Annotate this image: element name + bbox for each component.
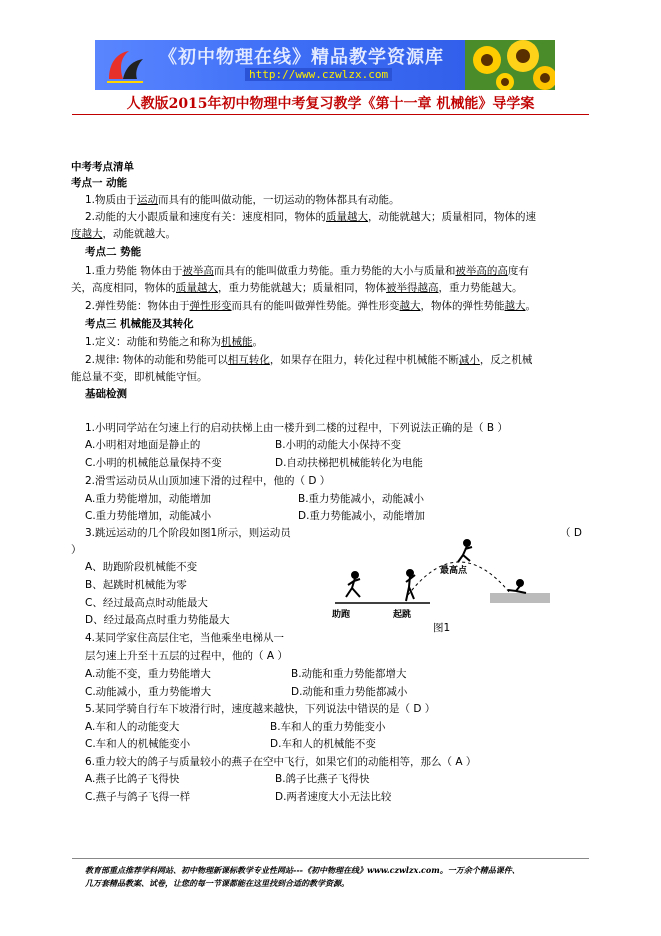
kp1-line3: 度越大，动能就越大。 [71,228,176,240]
q1-option-c: C.小明的机械能总量保持不变 [85,457,222,469]
q5-stem: 5.某同学骑自行车下坡滑行时，速度越来越快，下列说法中错误的是（ D ） [85,703,436,715]
title-divider [72,114,589,115]
q1-stem: 1.小明同学站在匀速上行的启动扶梯上由一楼升到二楼的过程中，下列说法正确的是（ B ） [85,422,508,434]
sunflower-icon [465,40,555,90]
q4-option-c: C.动能减小，重力势能增大 [85,686,212,698]
kp3-line2: 2.规律: 物体的动能和势能可以相互转化，如果存在阻力，转化过程中机械能不断减小，反之机械 [85,354,533,366]
kp3-line3: 能总量不变，即机械能守恒。 [71,371,208,383]
jumper-apex-icon [458,540,472,562]
kp3-heading: 考点三 机械能及其转化 [85,318,194,330]
q3-option-b: B、起跳时机械能为零 [85,579,187,591]
q3-option-a: A、助跑阶段机械能不变 [85,561,198,573]
q5-option-d: D.车和人的机械能不变 [270,738,376,750]
q1-option-d: D.自动扶梯把机械能转化为电能 [275,457,423,469]
q4-option-d: D.动能和重力势能都减小 [291,686,408,698]
q5-option-b: B.车和人的重力势能变小 [270,721,386,733]
section-heading-basic: 基础检测 [85,388,127,400]
runner-icon [346,572,360,597]
q4-option-a: A.动能不变，重力势能增大 [85,668,211,680]
section-heading-list: 中考考点清单 [71,161,134,173]
kp2-line2: 关，高度相同，物体的质量越大，重力势能就越大；质量相同，物体被举得越高，重力势能越大。 [71,282,523,294]
fig-label-takeoff: 起跳 [393,610,412,620]
q6-option-b: B.鸽子比燕子飞得快 [275,773,370,785]
q3-stem: 3.跳远运动的几个阶段如图1所示，则运动员 [85,527,291,539]
q2-option-b: B.重力势能减小，动能减小 [298,493,425,505]
page-footer [85,864,595,890]
banner-url: http://www.czwlzx.com [245,68,392,81]
q5-option-a: A.车和人的动能变大 [85,721,180,733]
header-banner [95,40,555,90]
footer-line-2: 几万套精品教案、试卷，让您的每一节课都能在这里找到合适的教学资源。 [85,878,349,888]
q4-stem-line1: 4.某同学家住高层住宅，当他乘坐电梯从一 [85,632,285,644]
kp1-line1: 1.物质由于运动而具有的能叫做动能，一切运动的物体都具有动能。 [85,194,400,206]
q4-stem-line2: 层匀速上升至十五层的过程中，他的（ A ） [85,650,288,662]
document-title: 人教版2015年初中物理中考复习教学《第十一章 机械能》导学案 [126,96,535,112]
site-logo-icon [103,45,147,85]
q3-answer: （ D [560,527,582,539]
q2-option-a: A.重力势能增加，动能增加 [85,493,211,505]
q1-option-a: A.小明相对地面是静止的 [85,439,201,451]
q6-option-d: D.两者速度大小无法比较 [275,791,392,803]
q6-stem: 6.重力较大的鸽子与质量较小的燕子在空中飞行，如果它们的动能相等，那么（ A ） [85,756,477,768]
fig-label-top: 最高点 [440,566,468,576]
q3-option-d: D、经过最高点时重力势能最大 [85,614,230,626]
q1-option-b: B.小明的动能大小保持不变 [275,439,402,451]
footer-divider [72,858,589,859]
q3-option-c: C、经过最高点时动能最大 [85,597,208,609]
q2-option-c: C.重力势能增加，动能减小 [85,510,212,522]
fig-label-run: 助跑 [332,610,351,620]
kp3-line1: 1.定义：动能和势能之和称为机械能。 [85,336,264,348]
kp2-line3: 2.弹性势能：物体由于弹性形变而具有的能叫做弹性势能。弹性形变越大，物体的弹性势能越大。 [85,300,537,312]
banner-title: 《初中物理在线》精品教学资源库 [159,47,444,68]
figure-caption: 图1 [433,622,451,634]
kp2-line1: 1.重力势能 物体由于被举高而具有的能叫做重力势能。重力势能的大小与质量和被举高的高度有 [85,265,529,277]
q5-option-c: C.车和人的机械能变小 [85,738,191,750]
q6-option-c: C.燕子与鸽子飞得一样 [85,791,191,803]
q3-answer-close: ） [71,544,82,556]
jumper-landing-icon [508,580,526,593]
footer-line-1: 教育部重点推荐学科网站、初中物理新课标教学专业性网站---《初中物理在线》www.czwlzx.com。一万余个精品课件、 [85,865,520,875]
q4-option-b: B.动能和重力势能都增大 [291,668,407,680]
q6-option-a: A.燕子比鸽子飞得快 [85,773,180,785]
q2-option-d: D.重力势能减小，动能增加 [298,510,425,522]
kp1-heading: 考点一 动能 [71,177,128,189]
kp1-line2: 2.动能的大小跟质量和速度有关：速度相同，物体的质量越大，动能就越大；质量相同，物体的速 [85,211,537,223]
jumper-takeoff-icon [406,570,415,601]
kp2-heading: 考点二 势能 [85,246,142,258]
q2-stem: 2.滑雪运动员从山顶加速下滑的过程中，他的（ D ） [85,475,331,487]
